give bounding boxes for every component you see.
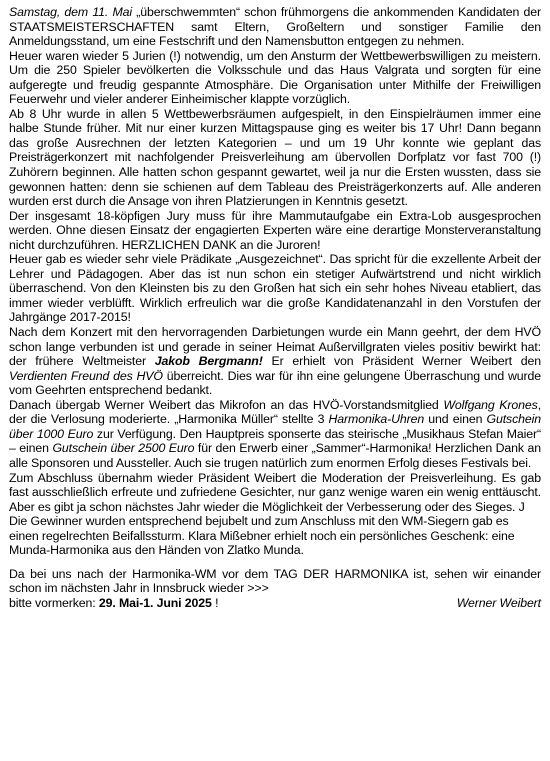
award-name: Verdienten Freund des HVÖ xyxy=(9,368,163,383)
paragraph-raffle: Danach übergab Werner Weibert das Mikrofon an das HVÖ-Vorstandsmitglied Wolfgang Krones, der die Verlosung moderierte. „Harmonika Müller“ stellte 3 Harmonika-Uhren und einen Gutschein über 1000 Euro zur Verfügung. Den Hauptpreis sponserte das steirische „Musikhaus Stefan Maier“ – einen Gutschein über 2500 Euro für den Erwerb einer „Sammer“-Harmonika! Herzlichen Dank an alle Sponsoren und Aussteller. Auch sie trugen natürlich zum enormen Erfolg dieses Festivals bei. xyxy=(9,397,541,470)
paragraph-award-ceremony: Zum Abschluss übernahm wieder Präsident Weibert die Moderation der Preisverleihung. Es gab fast ausschließlich erfreute und zufriedene Gesichter, nur ganz wenige waren ein wenig enttäuscht. Aber es gibt ja schon nächstes Jahr wieder die Möglichkeit der Verbesserung oder des Sieges. J xyxy=(9,470,541,514)
arrival-text: „überschwemmten“ schon frühmorgens die ankommenden Kandidaten der STAATSMEISTERSCHAFTEN samt Eltern, Großeltern und sonstiger Familie den Anmeldungsstand, um eine Festschrift und den Namensbutton entgegen zu nehmen. xyxy=(9,5,542,49)
paragraph-ratings: Heuer gab es wieder sehr viele Prädikate „Ausgezeichnet“. Das spricht für die exzellente Arbeit der Lehrer und Pädagogen. Aber das ist nun schon ein stetiger Aufwärtstrend und nicht wirklich überraschend. Von den Kleinsten bis zu den Großen hat sich ein sehr hohes Niveau etabliert, das immer wieder verblüfft. Wirklich erfreulich war die große Kandidatenanzahl in den Vorstufen der Jahrgänge 2017-2015! xyxy=(9,252,541,325)
prize-voucher-2500: Gutschein über 2500 Euro xyxy=(52,441,195,456)
paragraph-honoree: Nach dem Konzert mit den hervorragenden Darbietungen wurde ein Mann geehrt, der dem HVÖ schon lange verbunden ist und gerade in seiner Heimat Außervillgraten vieles positiv bewirkt hat: der frühere Weltmeister Jakob Bergmann! Er erhielt von Präsident Werner Weibert den Verdienten Freund des HVÖ überreicht. Dies war für ihn eine gelungene Überraschung und wurde vom Geehrten entsprechend bedankt. xyxy=(9,325,541,398)
honoree-name: Jakob Bergmann! xyxy=(154,354,263,369)
closing-line xyxy=(9,596,541,611)
paragraph-jury-thanks: Der insgesamt 18-köpfigen Jury muss für ihre Mammutaufgabe ein Extra-Lob ausgesprochen werden. Ohne diesen Einsatz der engagierten Experten wäre eine derartige Monsterveranstaltung nicht durchzuführen. HERZLICHEN DANK an die Juroren! xyxy=(9,208,541,252)
prize-watches: Harmonika-Uhren xyxy=(328,412,425,427)
paragraph-arrival xyxy=(9,5,541,49)
event-date: Samstag, dem 11. Mai xyxy=(9,5,133,19)
save-the-date: bitte vormerken: 29. Mai-1. Juni 2025 ! xyxy=(9,595,219,610)
paragraph-outlook: Da bei uns nach der Harmonika-WM vor dem TAG DER HARMONIKA ist, sehen wir einander schon im nächsten Jahr in Innsbruck wieder >>> xyxy=(9,566,541,596)
raffle-host-name: Wolfgang Krones xyxy=(443,397,538,412)
paragraph-winners: Die Gewinner wurden entsprechend bejubelt und zum Anschluss mit den WM-Siegern gab es einen regelrechten Beifallssturm. Klara Mißebner erhielt noch ein persönliches Geschenk: eine Munda-Harmonika aus den Händen von Zlatko Munda. xyxy=(9,514,515,558)
next-event-dates: 29. Mai-1. Juni 2025 xyxy=(98,595,212,610)
author-signature: Werner Weibert xyxy=(456,595,541,610)
paragraph-jury-rooms: Heuer waren wieder 5 Jurien (!) notwendig, um den Ansturm der Wettbewerbswilligen zu meistern. Um die 250 Spieler bevölkerten die Volksschule und das Haus Valgrata und sorgten für eine aufgeregte und freudig gespannte Atmosphäre. Die Organisation unter Mithilfe der Freiwilligen Feuerwehr und vieler anderer Einheimischer klappte vorzüglich. xyxy=(9,48,541,107)
prize-voucher-1000: Gutschein über 1000 Euro xyxy=(9,412,541,441)
paragraph-schedule: Ab 8 Uhr wurde in allen 5 Wettbewerbsräumen aufgespielt, in den Einspielräumen immer eine halbe Stunde früher. Mit nur einer kurzen Mittagspause ging es weiter bis 17 Uhr! Dann begann das große Ausrechnen der letzten Kategorien – und um 19 Uhr konnte wie geplant das Preisträgerkonzert mit nachfolgender Preisverleihung am übervollen Dorfplatz vor fast 700 (!) Zuhörern beginnen. Alle hatten schon gespannt gewartet, weil ja nur die Ersten wussten, dass sie gewonnen hatten: denn sie schienen auf dem Tableau des Preisträgerkonzerts auf. Alle anderen wurden erst durch die Ansage von ihren Platzierungen in Kenntnis gesetzt. xyxy=(9,106,541,209)
